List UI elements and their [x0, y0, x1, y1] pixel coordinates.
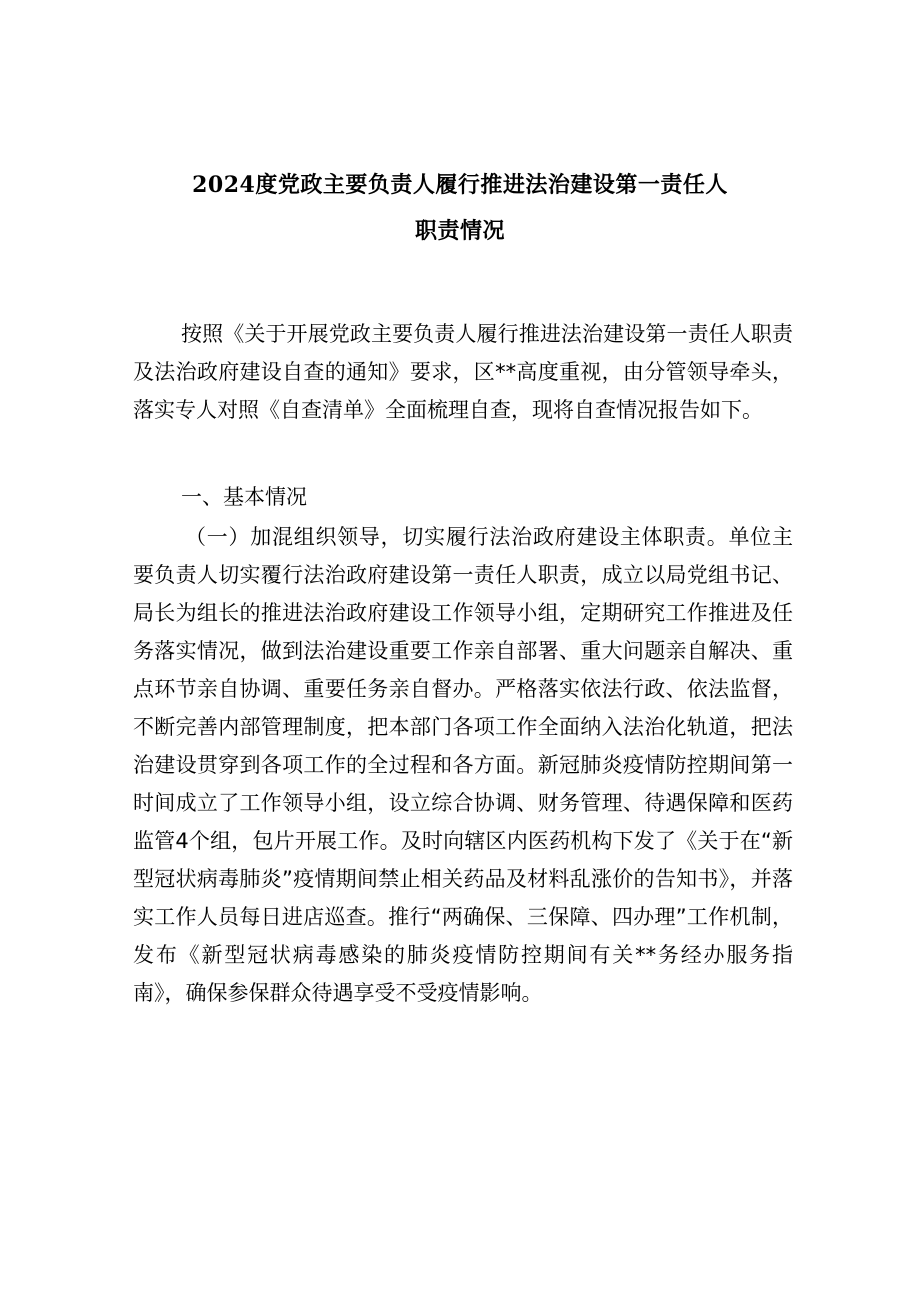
- section-1-heading: 一、基本情况: [181, 485, 307, 509]
- section-1-paragraph: （一）加混组织领导，切实履行法治政府建设主体职责。单位主要负责人切实覆行法治政府建设第一责任人职责，成立以局党组书记、局长为组长的推进法治政府建设工作领导小组，定期研究工作推进及任务落实情况，做到法治建设重要工作亲自部署、重大问题亲自解决、重点环节亲自协调、重要任务亲自督办。严格落实依法行政、依法监督，不断完善内部管理制度，把本部门各项工作全面纳入法治化轨道，把法治建设贯穿到各项工作的全过程和各方面。新冠肺炎疫情防控期间第一时间成立了工作领导小组，设立综合协调、财务管理、待遇保障和医药监管4个组，包片开展工作。及时向辖区内医药机构下发了《关于在“新型冠状病毒肺炎”疫情期间禁止相关药品及材料乱涨价的告知书》，并落实工作人员每日进店巡查。推行“两确保、三保障、四办理”工作机制，发布《新型冠状病毒感染的肺炎疫情防控期间有关**务经办服务指南》，确保参保群众待遇享受不受疫情影响。: [133, 525, 793, 1005]
- intro-paragraph: 按照《关于开展党政主要负责人履行推进法治建设第一责任人职责及法治政府建设自查的通知》要求，区**高度重视，由分管领导牵头，落实专人对照《自查清单》全面梳理自查，现将自查情况报告如下。: [133, 322, 793, 422]
- document-title-line-1: 2024度党政主要负责人履行推进法治建设第一责任人: [192, 172, 728, 198]
- document-title-line-2: 职责情况: [414, 218, 505, 244]
